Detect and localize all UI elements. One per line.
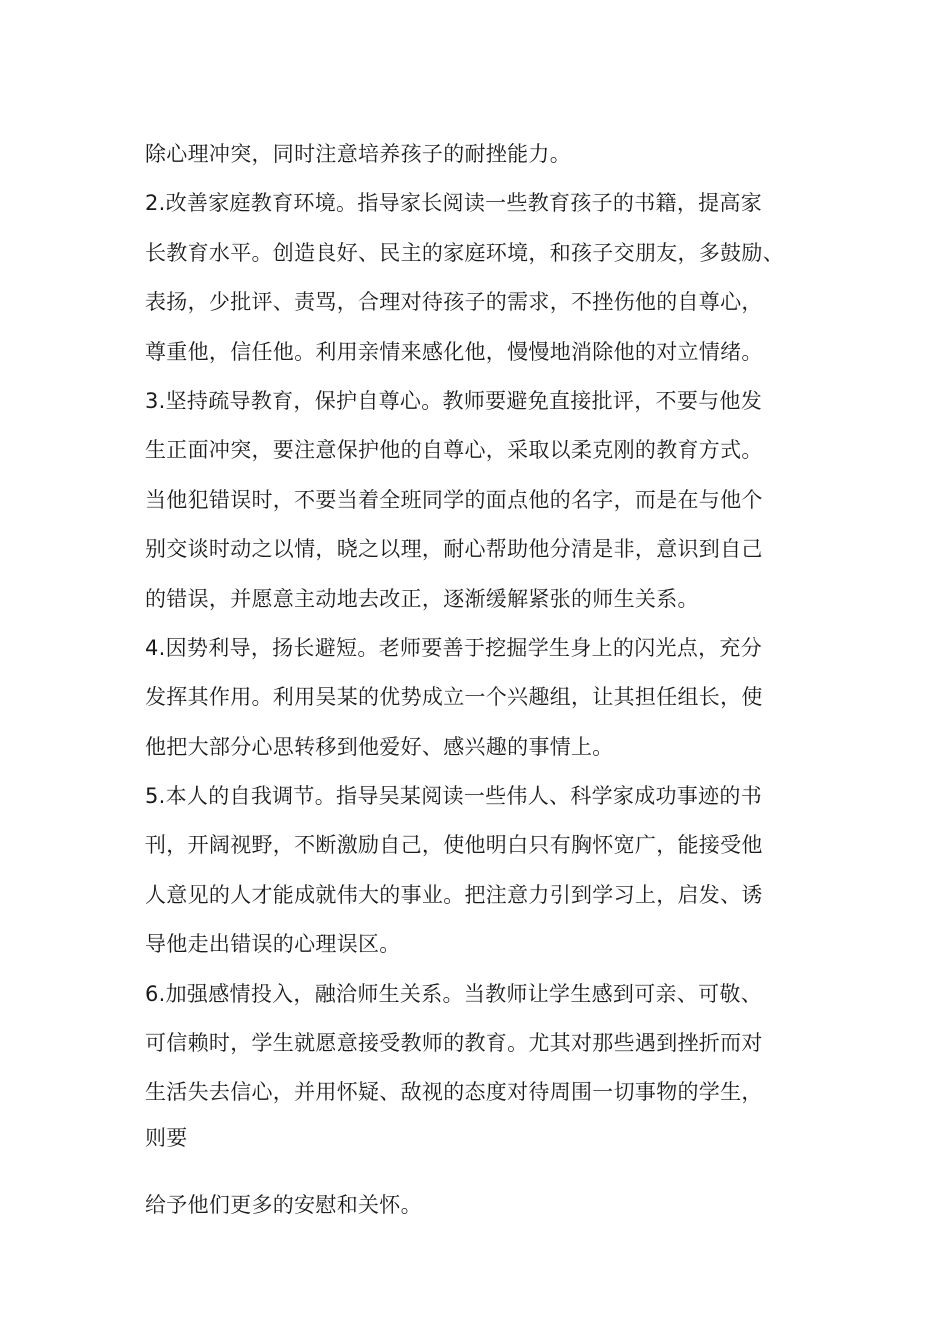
text-line: 4.因势利导，扬长避短。老师要善于挖掘学生身上的闪光点，充分 xyxy=(145,635,763,660)
text-line: 生活失去信心，并用怀疑、敌视的态度对待周围一切事物的学生， xyxy=(145,1080,763,1105)
text-line: 导他走出错误的心理误区。 xyxy=(145,932,401,957)
text-line: 人意见的人才能成就伟大的事业。把注意力引到学习上，启发、诱 xyxy=(145,882,763,907)
text-line: 他把大部分心思转移到他爱好、感兴趣的事情上。 xyxy=(145,734,614,759)
text-line: 6.加强感情投入，融洽师生关系。当教师让学生感到可亲、可敬、 xyxy=(145,981,763,1006)
text-line: 尊重他，信任他。利用亲情来感化他，慢慢地消除他的对立情绪。 xyxy=(145,339,763,364)
text-line: 刊，开阔视野，不断激励自己，使他明白只有胸怀宽广，能接受他 xyxy=(145,833,763,858)
text-line: 3.坚持疏导教育，保护自尊心。教师要避免直接批评，不要与他发 xyxy=(145,388,763,413)
text-line: 给予他们更多的安慰和关怀。 xyxy=(145,1192,422,1217)
text-line: 2.改善家庭教育环境。指导家长阅读一些教育孩子的书籍，提高家 xyxy=(145,191,763,216)
text-line: 则要 xyxy=(145,1125,188,1150)
text-line: 生正面冲突，要注意保护他的自尊心，采取以柔克刚的教育方式。 xyxy=(145,438,763,463)
text-line: 的错误，并愿意主动地去改正，逐渐缓解紧张的师生关系。 xyxy=(145,586,699,611)
text-line: 长教育水平。创造良好、民主的家庭环境，和孩子交朋友，多鼓励、 xyxy=(145,240,784,265)
text-line: 当他犯错误时，不要当着全班同学的面点他的名字，而是在与他个 xyxy=(145,487,763,512)
text-line: 除心理冲突，同时注意培养孩子的耐挫能力。 xyxy=(145,142,571,166)
text-line: 表扬，少批评、责骂，合理对待孩子的需求，不挫伤他的自尊心， xyxy=(145,290,763,315)
text-line: 别交谈时动之以情，晓之以理，耐心帮助他分清是非，意识到自己 xyxy=(145,537,763,562)
text-line: 可信赖时，学生就愿意接受教师的教育。尤其对那些遇到挫折而对 xyxy=(145,1031,763,1056)
text-line: 5.本人的自我调节。指导吴某阅读一些伟人、科学家成功事迹的书 xyxy=(145,784,763,809)
document-body xyxy=(145,130,820,1230)
text-line: 发挥其作用。利用吴某的优势成立一个兴趣组，让其担任组长，使 xyxy=(145,685,763,710)
